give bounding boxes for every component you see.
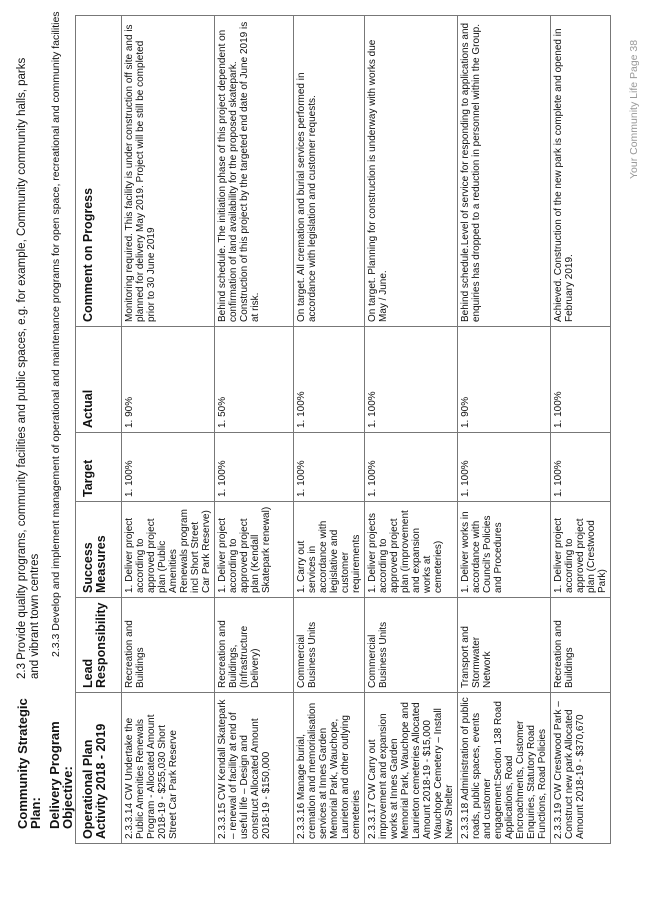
cell-lead: Recreation and Buildings bbox=[551, 598, 611, 693]
cell-target: 1. 100% bbox=[458, 433, 551, 502]
cell-lead: Recreation and Buildings bbox=[122, 598, 215, 693]
cell-comment: Behind schedule. The initiation phase of this project dependent on confirmation of land availability for the proposed skatepark. Construction of this project by the targeted end date of June 2019 is at risk. bbox=[215, 16, 294, 327]
cell-lead: Recreation and Buildings, (Infrastructure Delivery) bbox=[215, 598, 294, 693]
header-comment: Comment on Progress bbox=[76, 16, 122, 327]
cell-activity: 2.3.3.14 CW Undertake the Public Amenities Renewals Program - Allocated Amount 2018-19 - $255,030 Short Street Car Park Reserve bbox=[122, 693, 215, 844]
cell-activity: 2.3.3.17 CW Carry out improvement and expansion works at Innes Garden Memorial Park, Wauchope and Laurieton cemeteries Allocated Amount 2018-19 - $15,000 Wauchope Cemetery – Install New Shelter bbox=[365, 693, 458, 844]
page-footer: Your Community Life Page 38 bbox=[628, 39, 640, 179]
table-header-row bbox=[76, 16, 122, 844]
table-row bbox=[458, 16, 551, 844]
program-objective-text: 2.3.3 Develop and implement management of operational and maintenance programs for open space, recreational and community facilities bbox=[50, 11, 62, 657]
table-row bbox=[551, 16, 611, 844]
cell-measures: 1. Deliver projects according to approved project plan (improvement and expansion works at cemeteries) bbox=[365, 502, 458, 598]
header-actual: Actual bbox=[76, 327, 122, 433]
cell-actual: 1. 100% bbox=[551, 327, 611, 433]
strategic-plan-text: 2.3 Provide quality programs, community facilities and public spaces, e.g. for example, Community community halls, parks and vibrant town centres bbox=[16, 57, 41, 679]
operational-plan-table bbox=[75, 15, 611, 844]
cell-actual: 1. 90% bbox=[458, 327, 551, 433]
header-lead: Lead Responsibility bbox=[76, 598, 122, 693]
cell-measures: 1. Deliver project according to approved project plan (Public Amenities Renewals program incl Short Street Car Park Reserve) bbox=[122, 502, 215, 598]
cell-activity: 2.3.3.18 Administration of public roads, public spaces, events and customer engagement:Section 138 Road Applications, Road Encroachments, Customer Enquiries, Statutory Road Functions, Road Policies bbox=[458, 693, 551, 844]
cell-measures: 1. Carry out services in accordance with legislative and customer requirements bbox=[294, 502, 365, 598]
cell-comment: Monitoring required. This facility is under construction off site and is planned for delivery May 2019. Project will be still be completed prior to 30 June 2019 bbox=[122, 16, 215, 327]
cell-lead: Commercial Business Units bbox=[365, 598, 458, 693]
table-row bbox=[365, 16, 458, 844]
cell-measures: 1. Deliver works in accordance with Council's Policies and Procedures bbox=[458, 502, 551, 598]
table-row bbox=[294, 16, 365, 844]
cell-actual: 1. 90% bbox=[122, 327, 215, 433]
table-row bbox=[122, 16, 215, 844]
cell-activity: 2.3.3.16 Manage burial, cremation and memorialisation services at Innes Garden Memorial Park, Wauchope, Laurieton and other outlying cemeteries bbox=[294, 693, 365, 844]
cell-target: 1. 100% bbox=[215, 433, 294, 502]
cell-target: 1. 100% bbox=[122, 433, 215, 502]
program-objective bbox=[47, 11, 75, 829]
cell-target: 1. 100% bbox=[294, 433, 365, 502]
cell-lead: Commercial Business Units bbox=[294, 598, 365, 693]
cell-activity: 2.3.3.15 CW Kendall Skatepark – renewal of facility at end of useful life – Design and construct Allocated Amount 2018-19 - $150,000 bbox=[215, 693, 294, 844]
strategic-plan-label: Community Strategic Plan: bbox=[15, 698, 43, 829]
cell-comment: Achieved. Construction of the new park is complete and opened in February 2019. bbox=[551, 16, 611, 327]
table-row bbox=[215, 16, 294, 844]
cell-target: 1. 100% bbox=[365, 433, 458, 502]
header-activity: Operational Plan Activity 2018 - 2019 bbox=[76, 693, 122, 844]
cell-activity: 2.3.3.19 CW Crestwood Park – Construct new park Allocated Amount 2018-19 - $370,670 bbox=[551, 693, 611, 844]
cell-actual: 1. 100% bbox=[294, 327, 365, 433]
header-target: Target bbox=[76, 433, 122, 502]
cell-target: 1. 100% bbox=[551, 433, 611, 502]
cell-measures: 1. Deliver project according to approved project plan (Kendall Skatepark renewal) bbox=[215, 502, 294, 598]
header-measures: Success Measures bbox=[76, 502, 122, 598]
cell-comment: Behind schedule.Level of service for responding to applications and enquiries has dropped to a reduction in personnel within the Group. bbox=[458, 16, 551, 327]
cell-actual: 1. 50% bbox=[215, 327, 294, 433]
strategic-plan bbox=[16, 39, 42, 829]
cell-lead: Transport and Stormwater Network bbox=[458, 598, 551, 693]
cell-comment: On target. All cremation and burial services performed in accordance with legislation and customer requests. bbox=[294, 16, 365, 327]
cell-comment: On target. Planning for construction is underway with works due May / June. bbox=[365, 16, 458, 327]
cell-actual: 1. 100% bbox=[365, 327, 458, 433]
program-objective-label: Delivery Program Objective: bbox=[47, 721, 75, 829]
cell-measures: 1. Deliver project according to approved project plan (Crestwood Park) bbox=[551, 502, 611, 598]
